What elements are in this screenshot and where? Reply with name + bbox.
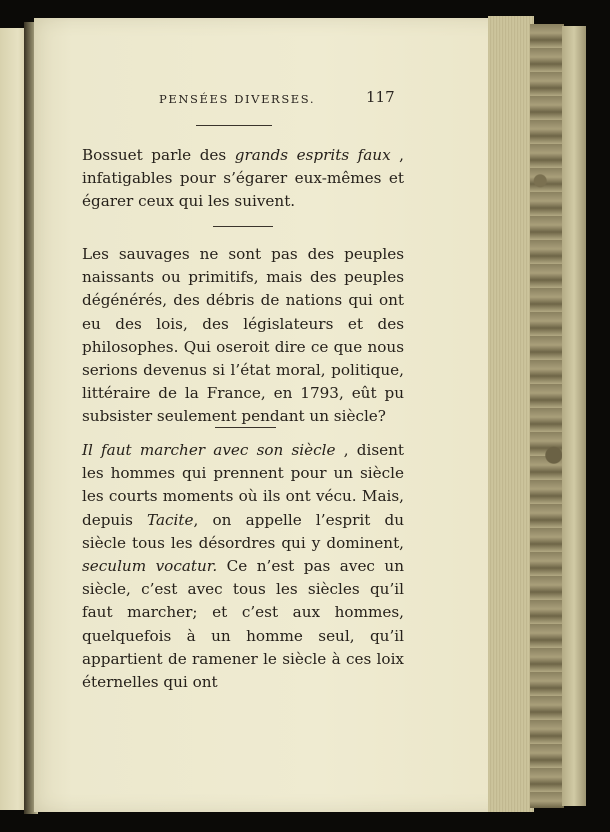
paragraph-text: , infatigables pour s’égarer eux-mêmes et égarer ceux qui les suivent. <box>82 146 405 211</box>
paragraph-text-italic: Tacite <box>147 510 194 529</box>
page-number: 117 <box>366 88 395 106</box>
section-rule <box>196 125 272 126</box>
paragraph-text-italic: grands esprits faux <box>234 146 391 164</box>
page-edges <box>488 16 534 812</box>
paragraph <box>82 243 404 429</box>
paragraph <box>82 144 404 214</box>
paragraph-text: Bossuet parle des <box>82 146 235 164</box>
paragraph-text: , disent les hommes qui prennent pour un siècle les courts moments où ils ont vécu. Mais, depuis <box>82 441 404 529</box>
back-cover-edge <box>562 26 586 806</box>
marbled-endpaper <box>530 24 564 808</box>
paragraph-text-italic: Il faut marcher avec son siècle <box>82 441 336 459</box>
section-rule <box>213 226 273 227</box>
paragraph-text: Ce n’est pas avec un siècle, c’est avec tous les siècles qu’il faut marcher; et c’est aux hommes, quelquefois à un homme seul, qu’il appartient de ramener le siècle à ces loix éternelles qui ont <box>82 557 404 692</box>
paragraph-text-italic: seculum vocatur. <box>82 557 218 576</box>
paragraph-text: Les sauvages ne sont pas des peuples naissants ou primitifs, mais des peuples dégénérés, des débris de nations qui ont eu des lois, des législateurs et des philosophes. Qui oseroit dire ce que nous serions devenus si l’état moral, politique, littéraire de la France, en 1793, eût pu subsister seulement pendant un siècle? <box>82 245 404 426</box>
paragraph-text: , on appelle l’esprit du siècle tous les désordres qui y dominent, <box>82 510 404 552</box>
running-title: PENSÉES DIVERSES. <box>159 92 316 106</box>
paragraph <box>82 439 404 694</box>
section-rule <box>215 427 276 428</box>
